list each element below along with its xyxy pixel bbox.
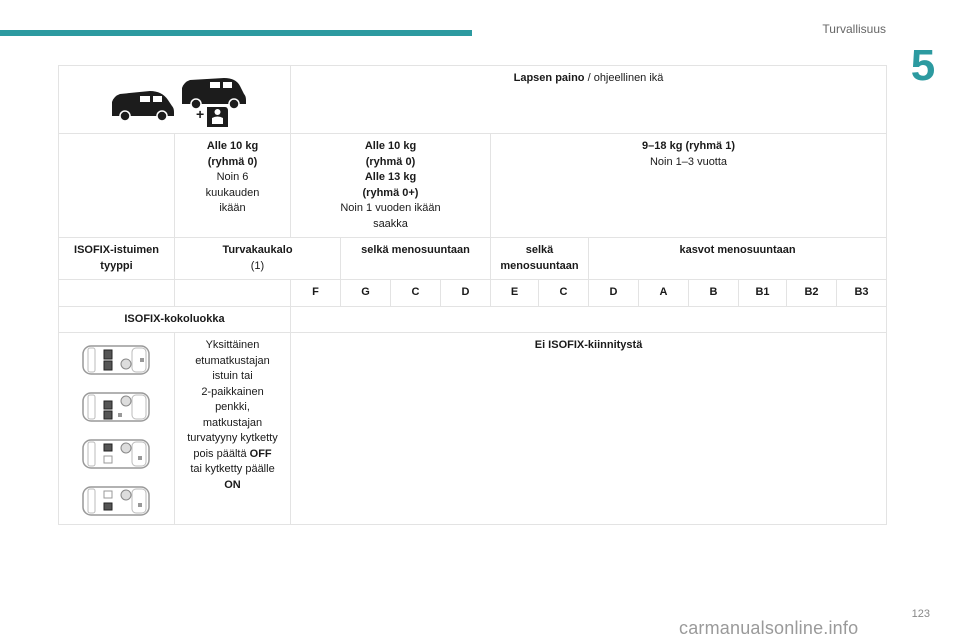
page-number: 123 [911, 608, 930, 620]
type-cot-label: Turvakaukalo [222, 244, 293, 256]
empty-cell [175, 280, 291, 307]
type-rear-facing-label: menosuuntaan [500, 259, 579, 272]
group-0-rear [291, 134, 491, 238]
type-cot [175, 238, 341, 280]
front-seat-diagram-4 [82, 483, 152, 519]
group-age: Noin 1–3 vuotta [649, 155, 728, 168]
weight-header-bold: Lapsen paino [513, 72, 585, 84]
watermark: carmanualsonline.info [679, 618, 859, 638]
empty-cell [59, 280, 175, 307]
type-rear-facing-label: selkä [525, 244, 554, 256]
size-class: B [689, 280, 739, 307]
group-weight: 9–18 kg (ryhmä 1) [642, 140, 735, 152]
size-class: D [441, 280, 491, 307]
size-class: B3 [837, 280, 887, 307]
group-age: kuukauden [205, 186, 260, 199]
group-name: (ryhmä 0) [365, 155, 416, 168]
group-age: saakka [373, 217, 408, 230]
group-age: ikään [219, 202, 246, 214]
airbag-on-label: ON [224, 478, 241, 491]
size-class: C [539, 280, 589, 307]
group-name: (ryhmä 0) [207, 155, 258, 168]
group-weight: Alle 13 kg [364, 171, 417, 183]
svg-text:+: + [196, 106, 205, 122]
size-class: C [391, 280, 441, 307]
group-age: Noin 1 vuoden ikään [340, 202, 441, 214]
seat-description [175, 333, 291, 525]
chapter-number: 5 [903, 44, 943, 88]
size-class: G [341, 280, 391, 307]
seat-description-line: tai kytketty päälle [190, 463, 275, 475]
type-rear-facing-2 [491, 238, 589, 280]
isofix-table [58, 65, 887, 525]
header-accent-bar [0, 30, 472, 36]
airbag-off-label: OFF [249, 447, 272, 460]
group-1 [491, 134, 887, 238]
section-title: Turvallisuus [822, 22, 886, 36]
type-rear-facing: selkä menosuuntaan [341, 238, 491, 280]
weight-header [291, 66, 887, 134]
seat-description-line: turvatyyny kytketty [187, 432, 278, 444]
front-seat-diagram-1 [82, 342, 152, 378]
seat-description-line [178, 447, 287, 463]
front-seat-diagram-3 [82, 436, 152, 472]
type-cot-note: (1) [250, 259, 265, 272]
seat-description-line: 2-paikkainen [201, 385, 264, 398]
seat-description-line: Yksittäinen [205, 339, 260, 351]
child-seat-plus-icon [196, 106, 228, 127]
size-class: A [639, 280, 689, 307]
group-weight: Alle 10 kg [364, 140, 417, 152]
seat-description-line: matkustajan [202, 416, 263, 429]
size-class: B1 [739, 280, 787, 307]
group-age: Noin 6 [216, 171, 249, 183]
no-isofix-result: Ei ISOFIX-kiinnitystä [291, 333, 887, 525]
seat-description-line: penkki, [215, 401, 250, 413]
airbag-off-text: pois päältä [193, 447, 247, 460]
size-class: B2 [787, 280, 837, 307]
group-name: (ryhmä 0+) [362, 186, 419, 199]
seat-description-line: etumatkustajan [195, 354, 270, 367]
front-seat-diagram-2 [82, 389, 152, 425]
two-van-icons [62, 71, 294, 131]
empty-cell [59, 134, 175, 238]
size-class: D [589, 280, 639, 307]
size-class-label: ISOFIX-kokoluokka [59, 306, 291, 333]
empty-cell [291, 306, 887, 333]
group-weight: Alle 10 kg [206, 140, 259, 152]
seat-diagram-cell [59, 333, 175, 525]
size-class: F [291, 280, 341, 307]
size-class: E [491, 280, 539, 307]
group-0-cot [175, 134, 291, 238]
vehicle-icon-cell [59, 66, 291, 134]
weight-header-rest: / ohjeellinen ikä [584, 72, 664, 84]
seat-type-label: ISOFIX-istuimen tyyppi [59, 238, 175, 280]
type-forward-facing: kasvot menosuuntaan [589, 238, 887, 280]
seat-description-line: istuin tai [212, 370, 253, 382]
